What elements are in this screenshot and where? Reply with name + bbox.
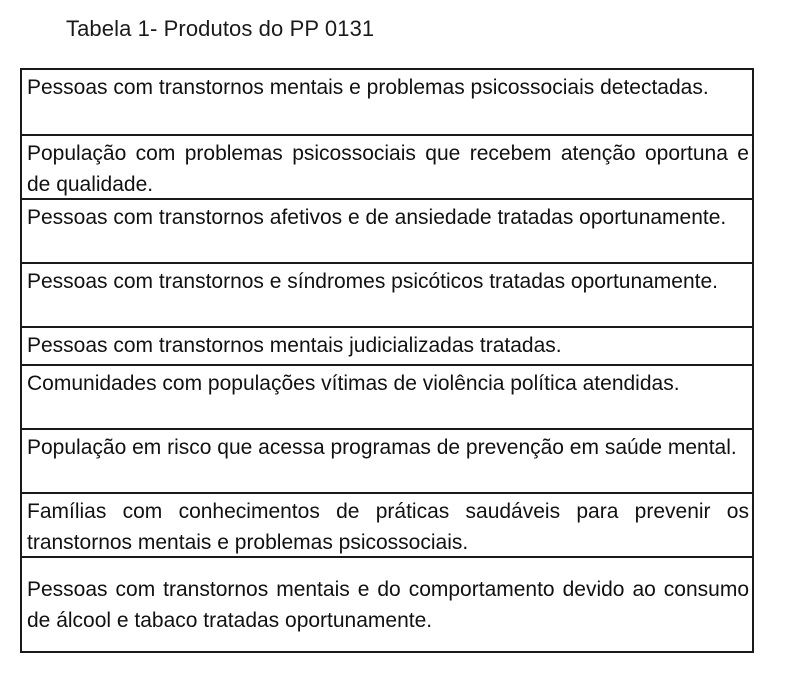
table-row: Famílias com conhecimentos de práticas saudáveis para prevenir os transtornos mentais e problemas psicossociais.	[22, 492, 752, 556]
table-row: Comunidades com populações vítimas de violência política atendidas.	[22, 364, 752, 428]
table-row: População com problemas psicossociais que recebem atenção oportuna e de qualidade.	[22, 134, 752, 198]
table-row: Pessoas com transtornos e síndromes psicóticos tratadas oportunamente.	[22, 262, 752, 326]
table-row: Pessoas com transtornos afetivos e de ansiedade tratadas oportunamente.	[22, 198, 752, 262]
products-table	[20, 68, 754, 653]
table-row: Pessoas com transtornos mentais e do comportamento devido ao consumo de álcool e tabaco tratadas oportunamente.	[22, 556, 752, 651]
table-row: Pessoas com transtornos mentais e problemas psicossociais detectadas.	[27, 76, 709, 99]
table-row: Pessoas com transtornos mentais judicializadas tratadas.	[22, 326, 752, 364]
table-row: População em risco que acessa programas de prevenção em saúde mental.	[22, 428, 752, 492]
table-caption: Tabela 1- Produtos do PP 0131	[66, 16, 375, 41]
